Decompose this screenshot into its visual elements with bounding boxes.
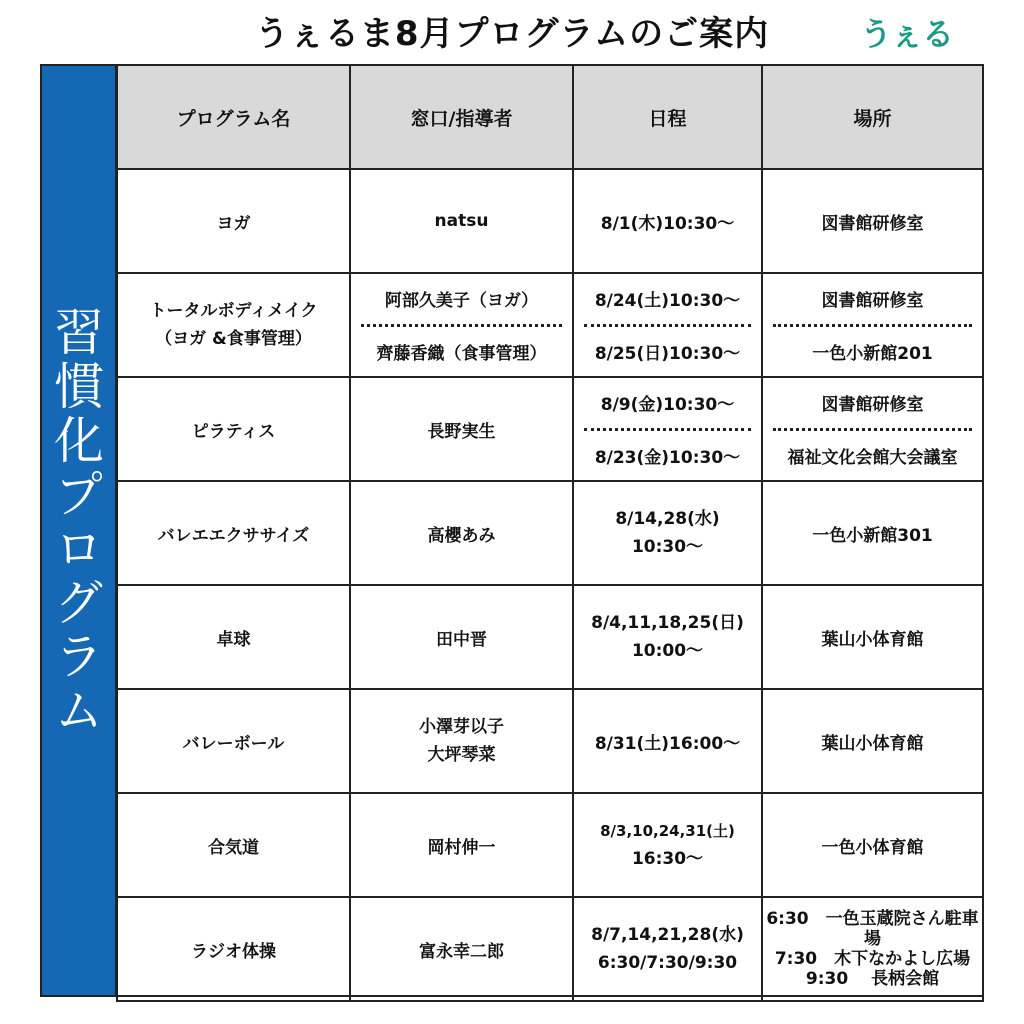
header-place: 場所: [762, 65, 983, 169]
page-title: うぇるま8月プログラムのご案内: [254, 14, 770, 54]
program-name: ピラティス: [117, 377, 350, 481]
place-line: 一色小新館201: [812, 343, 933, 364]
date-line: 10:30〜: [631, 537, 704, 557]
date-line: 8/25(日)10:30〜: [594, 343, 741, 364]
table-row: [117, 793, 983, 897]
program-leader: 長野実生: [350, 377, 573, 481]
program-name: [117, 273, 350, 377]
program-name-line: トータルボディメイク: [149, 301, 318, 321]
program-date: [573, 377, 762, 481]
program-leader: 田中晋: [350, 585, 573, 689]
program-place: 一色小体育館: [762, 793, 983, 897]
header-date: 日程: [573, 65, 762, 169]
date-line: 16:30〜: [631, 849, 704, 869]
program-leader: natsu: [350, 169, 573, 273]
leader-line: 阿部久美子（ヨガ）: [361, 274, 562, 327]
program-place: 葉山小体育館: [762, 585, 983, 689]
table-row: [117, 273, 983, 377]
date-line: 8/7,14,21,28(水): [591, 925, 744, 945]
program-date: [573, 273, 762, 377]
program-leader: 岡村伸一: [350, 793, 573, 897]
table-row: [117, 377, 983, 481]
place-line: 6:30 一色玉蔵院さん駐車場: [766, 909, 979, 949]
sidebar-banner: [42, 66, 117, 995]
leader-line: 大坪琴菜: [427, 745, 496, 765]
program-table: [116, 64, 984, 1002]
date-line: 8/23(金)10:30〜: [594, 447, 741, 468]
header-row: [117, 65, 983, 169]
program-date: [573, 897, 762, 1001]
program-date: [573, 481, 762, 585]
program-name: 卓球: [117, 585, 350, 689]
place-line: 福祉文化会館大会議室: [787, 447, 958, 468]
date-line: 8/24(土)10:30〜: [584, 274, 751, 327]
program-date: 8/1(木)10:30〜: [573, 169, 762, 273]
table-row: [117, 897, 983, 1001]
date-line: 8/3,10,24,31(土): [600, 822, 735, 840]
leader-line: 齊藤香織（食事管理）: [376, 343, 547, 364]
program-place: 葉山小体育館: [762, 689, 983, 793]
program-leader: 富永幸二郎: [350, 897, 573, 1001]
program-place: [762, 377, 983, 481]
header-leader: 窓口/指導者: [350, 65, 573, 169]
table-row: [117, 585, 983, 689]
leader-line: 小澤芽以子: [419, 717, 504, 737]
date-line: 8/14,28(水): [615, 509, 720, 529]
table-row: [117, 481, 983, 585]
program-name: ヨガ: [117, 169, 350, 273]
program-name: バレーボール: [117, 689, 350, 793]
program-date: [573, 585, 762, 689]
program-name-line: （ヨガ &食事管理）: [155, 329, 312, 349]
program-place: [762, 897, 983, 1001]
date-line: 8/4,11,18,25(日): [591, 613, 744, 633]
program-place: 一色小新館301: [762, 481, 983, 585]
sidebar-label: 習慣化プログラム: [46, 306, 104, 738]
table-row: [117, 169, 983, 273]
place-line: 7:30 木下なかよし広場: [774, 949, 971, 969]
program-date: 8/31(土)16:00〜: [573, 689, 762, 793]
program-name: バレエエクササイズ: [117, 481, 350, 585]
date-line: 6:30/7:30/9:30: [597, 953, 738, 973]
table-row: [117, 689, 983, 793]
program-leader: 高櫻あみ: [350, 481, 573, 585]
place-line: 図書館研修室: [773, 274, 972, 327]
program-place: [762, 273, 983, 377]
place-line: 9:30 長柄会館: [805, 969, 940, 989]
program-leader: [350, 273, 573, 377]
program-date: [573, 793, 762, 897]
program-leader: [350, 689, 573, 793]
logo: うぇる: [860, 15, 954, 53]
place-line: 図書館研修室: [773, 378, 972, 431]
date-line: 8/9(金)10:30〜: [584, 378, 751, 431]
program-place: 図書館研修室: [762, 169, 983, 273]
program-name: ラジオ体操: [117, 897, 350, 1001]
program-name: 合気道: [117, 793, 350, 897]
header-name: プログラム名: [117, 65, 350, 169]
date-line: 10:00〜: [631, 641, 704, 661]
